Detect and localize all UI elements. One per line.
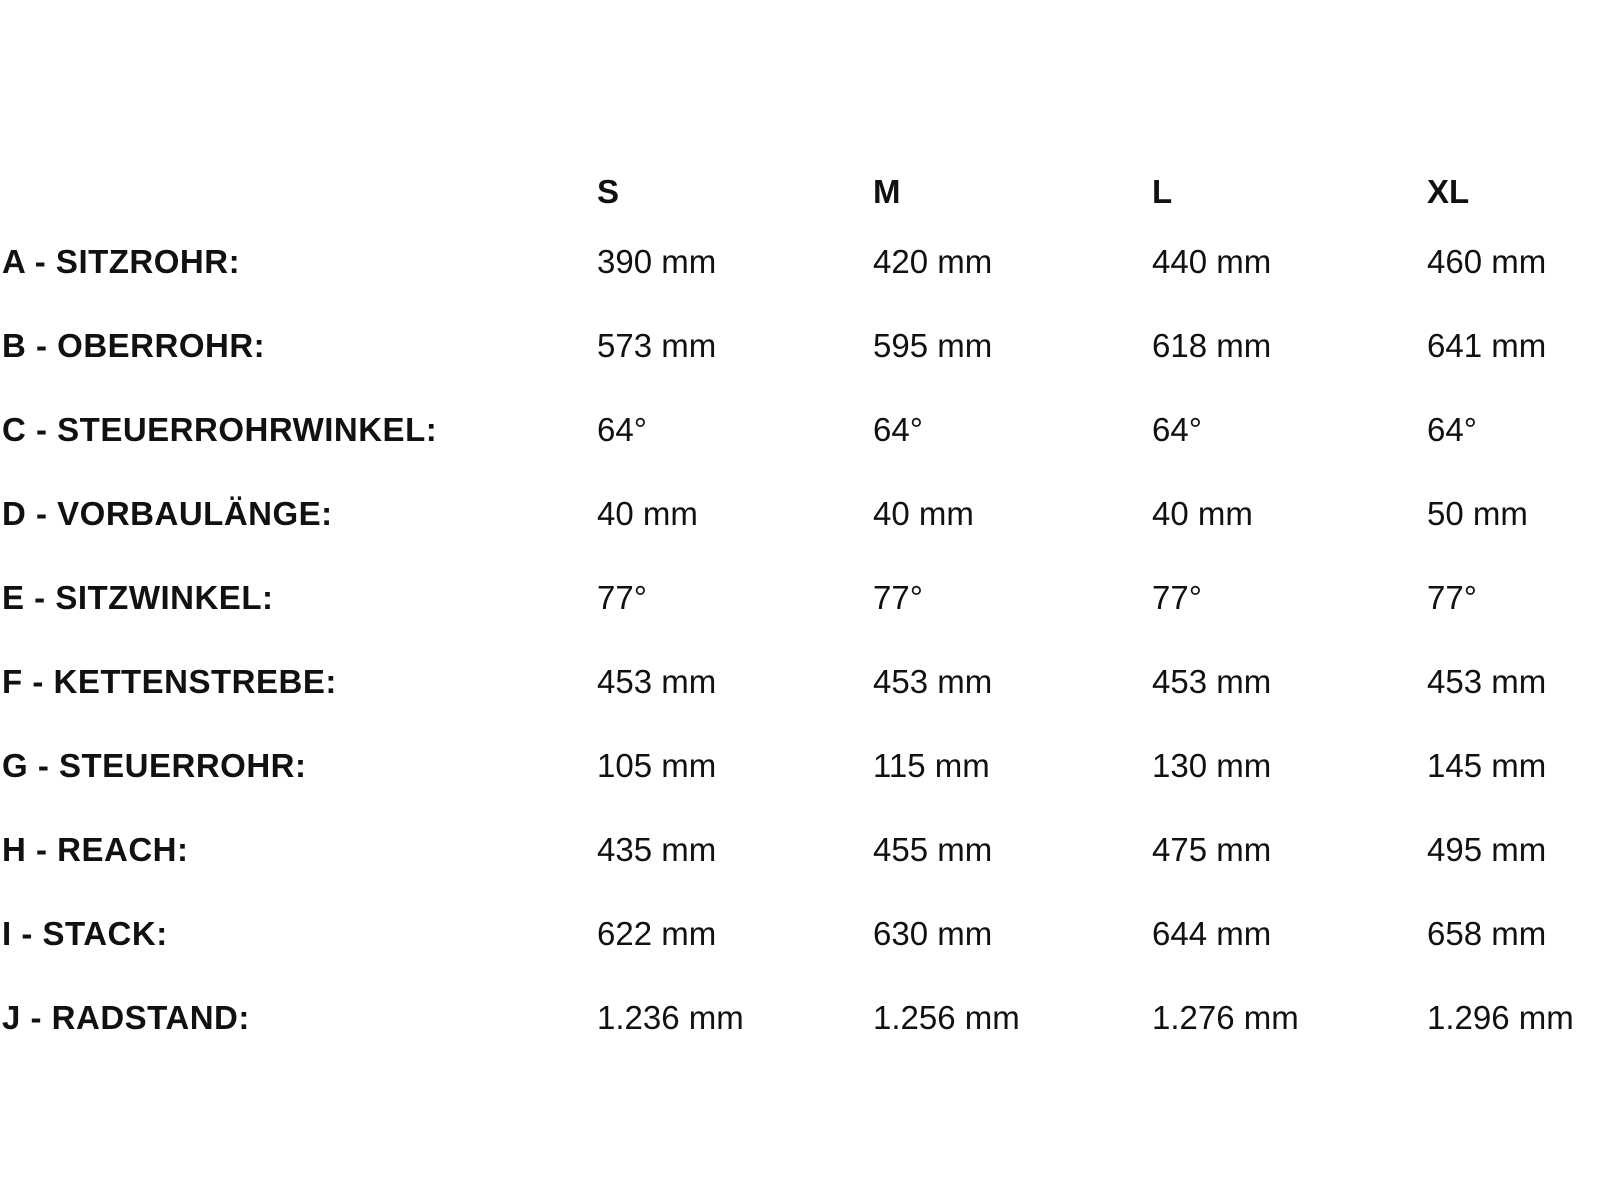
table-header-row (0, 160, 1600, 230)
cell-value: 64° (1427, 411, 1477, 448)
table-row (0, 650, 1600, 734)
cell-value: 40 mm (873, 495, 974, 532)
column-header-l: L (1152, 173, 1173, 210)
cell-value: 64° (873, 411, 923, 448)
cell-value: 105 mm (597, 747, 717, 784)
table-row (0, 314, 1600, 398)
cell-value: 77° (1427, 579, 1477, 616)
row-label: A - SITZROHR: (2, 243, 241, 280)
cell-value: 440 mm (1152, 243, 1272, 280)
table-row (0, 230, 1600, 314)
cell-value: 453 mm (1427, 663, 1547, 700)
cell-value: 50 mm (1427, 495, 1528, 532)
table-row (0, 818, 1600, 902)
cell-value: 40 mm (1152, 495, 1253, 532)
row-label: E - SITZWINKEL: (2, 579, 274, 616)
cell-value: 115 mm (873, 747, 990, 784)
cell-value: 495 mm (1427, 831, 1547, 868)
cell-value: 630 mm (873, 915, 993, 952)
row-label: F - KETTENSTREBE: (2, 663, 337, 700)
table-row (0, 986, 1600, 1070)
cell-value: 130 mm (1152, 747, 1272, 784)
cell-value: 1.236 mm (597, 999, 744, 1036)
cell-value: 573 mm (597, 327, 717, 364)
table-row (0, 566, 1600, 650)
row-label: H - REACH: (2, 831, 189, 868)
cell-value: 644 mm (1152, 915, 1272, 952)
column-header-m: M (873, 173, 901, 210)
cell-value: 475 mm (1152, 831, 1272, 868)
cell-value: 1.276 mm (1152, 999, 1299, 1036)
cell-value: 460 mm (1427, 243, 1547, 280)
column-header-s: S (597, 173, 620, 210)
cell-value: 1.256 mm (873, 999, 1020, 1036)
cell-value: 622 mm (597, 915, 717, 952)
cell-value: 453 mm (1152, 663, 1272, 700)
cell-value: 618 mm (1152, 327, 1272, 364)
row-label: B - OBERROHR: (2, 327, 266, 364)
cell-value: 40 mm (597, 495, 698, 532)
cell-value: 420 mm (873, 243, 993, 280)
cell-value: 455 mm (873, 831, 993, 868)
row-label: G - STEUERROHR: (2, 747, 307, 784)
cell-value: 658 mm (1427, 915, 1547, 952)
cell-value: 145 mm (1427, 747, 1547, 784)
column-header-xl: XL (1427, 173, 1470, 210)
cell-value: 435 mm (597, 831, 717, 868)
row-label: J - RADSTAND: (2, 999, 250, 1036)
cell-value: 390 mm (597, 243, 717, 280)
table-row (0, 482, 1600, 566)
cell-value: 1.296 mm (1427, 999, 1574, 1036)
geometry-table (0, 160, 1600, 1070)
cell-value: 64° (597, 411, 647, 448)
row-label: D - VORBAULÄNGE: (2, 495, 333, 532)
row-label: C - STEUERROHRWINKEL: (2, 411, 438, 448)
cell-value: 64° (1152, 411, 1202, 448)
cell-value: 77° (597, 579, 647, 616)
cell-value: 595 mm (873, 327, 993, 364)
cell-value: 77° (1152, 579, 1202, 616)
cell-value: 77° (873, 579, 923, 616)
table-row (0, 902, 1600, 986)
cell-value: 453 mm (873, 663, 993, 700)
cell-value: 453 mm (597, 663, 717, 700)
table-row (0, 398, 1600, 482)
table-row (0, 734, 1600, 818)
cell-value: 641 mm (1427, 327, 1547, 364)
row-label: I - STACK: (2, 915, 168, 952)
